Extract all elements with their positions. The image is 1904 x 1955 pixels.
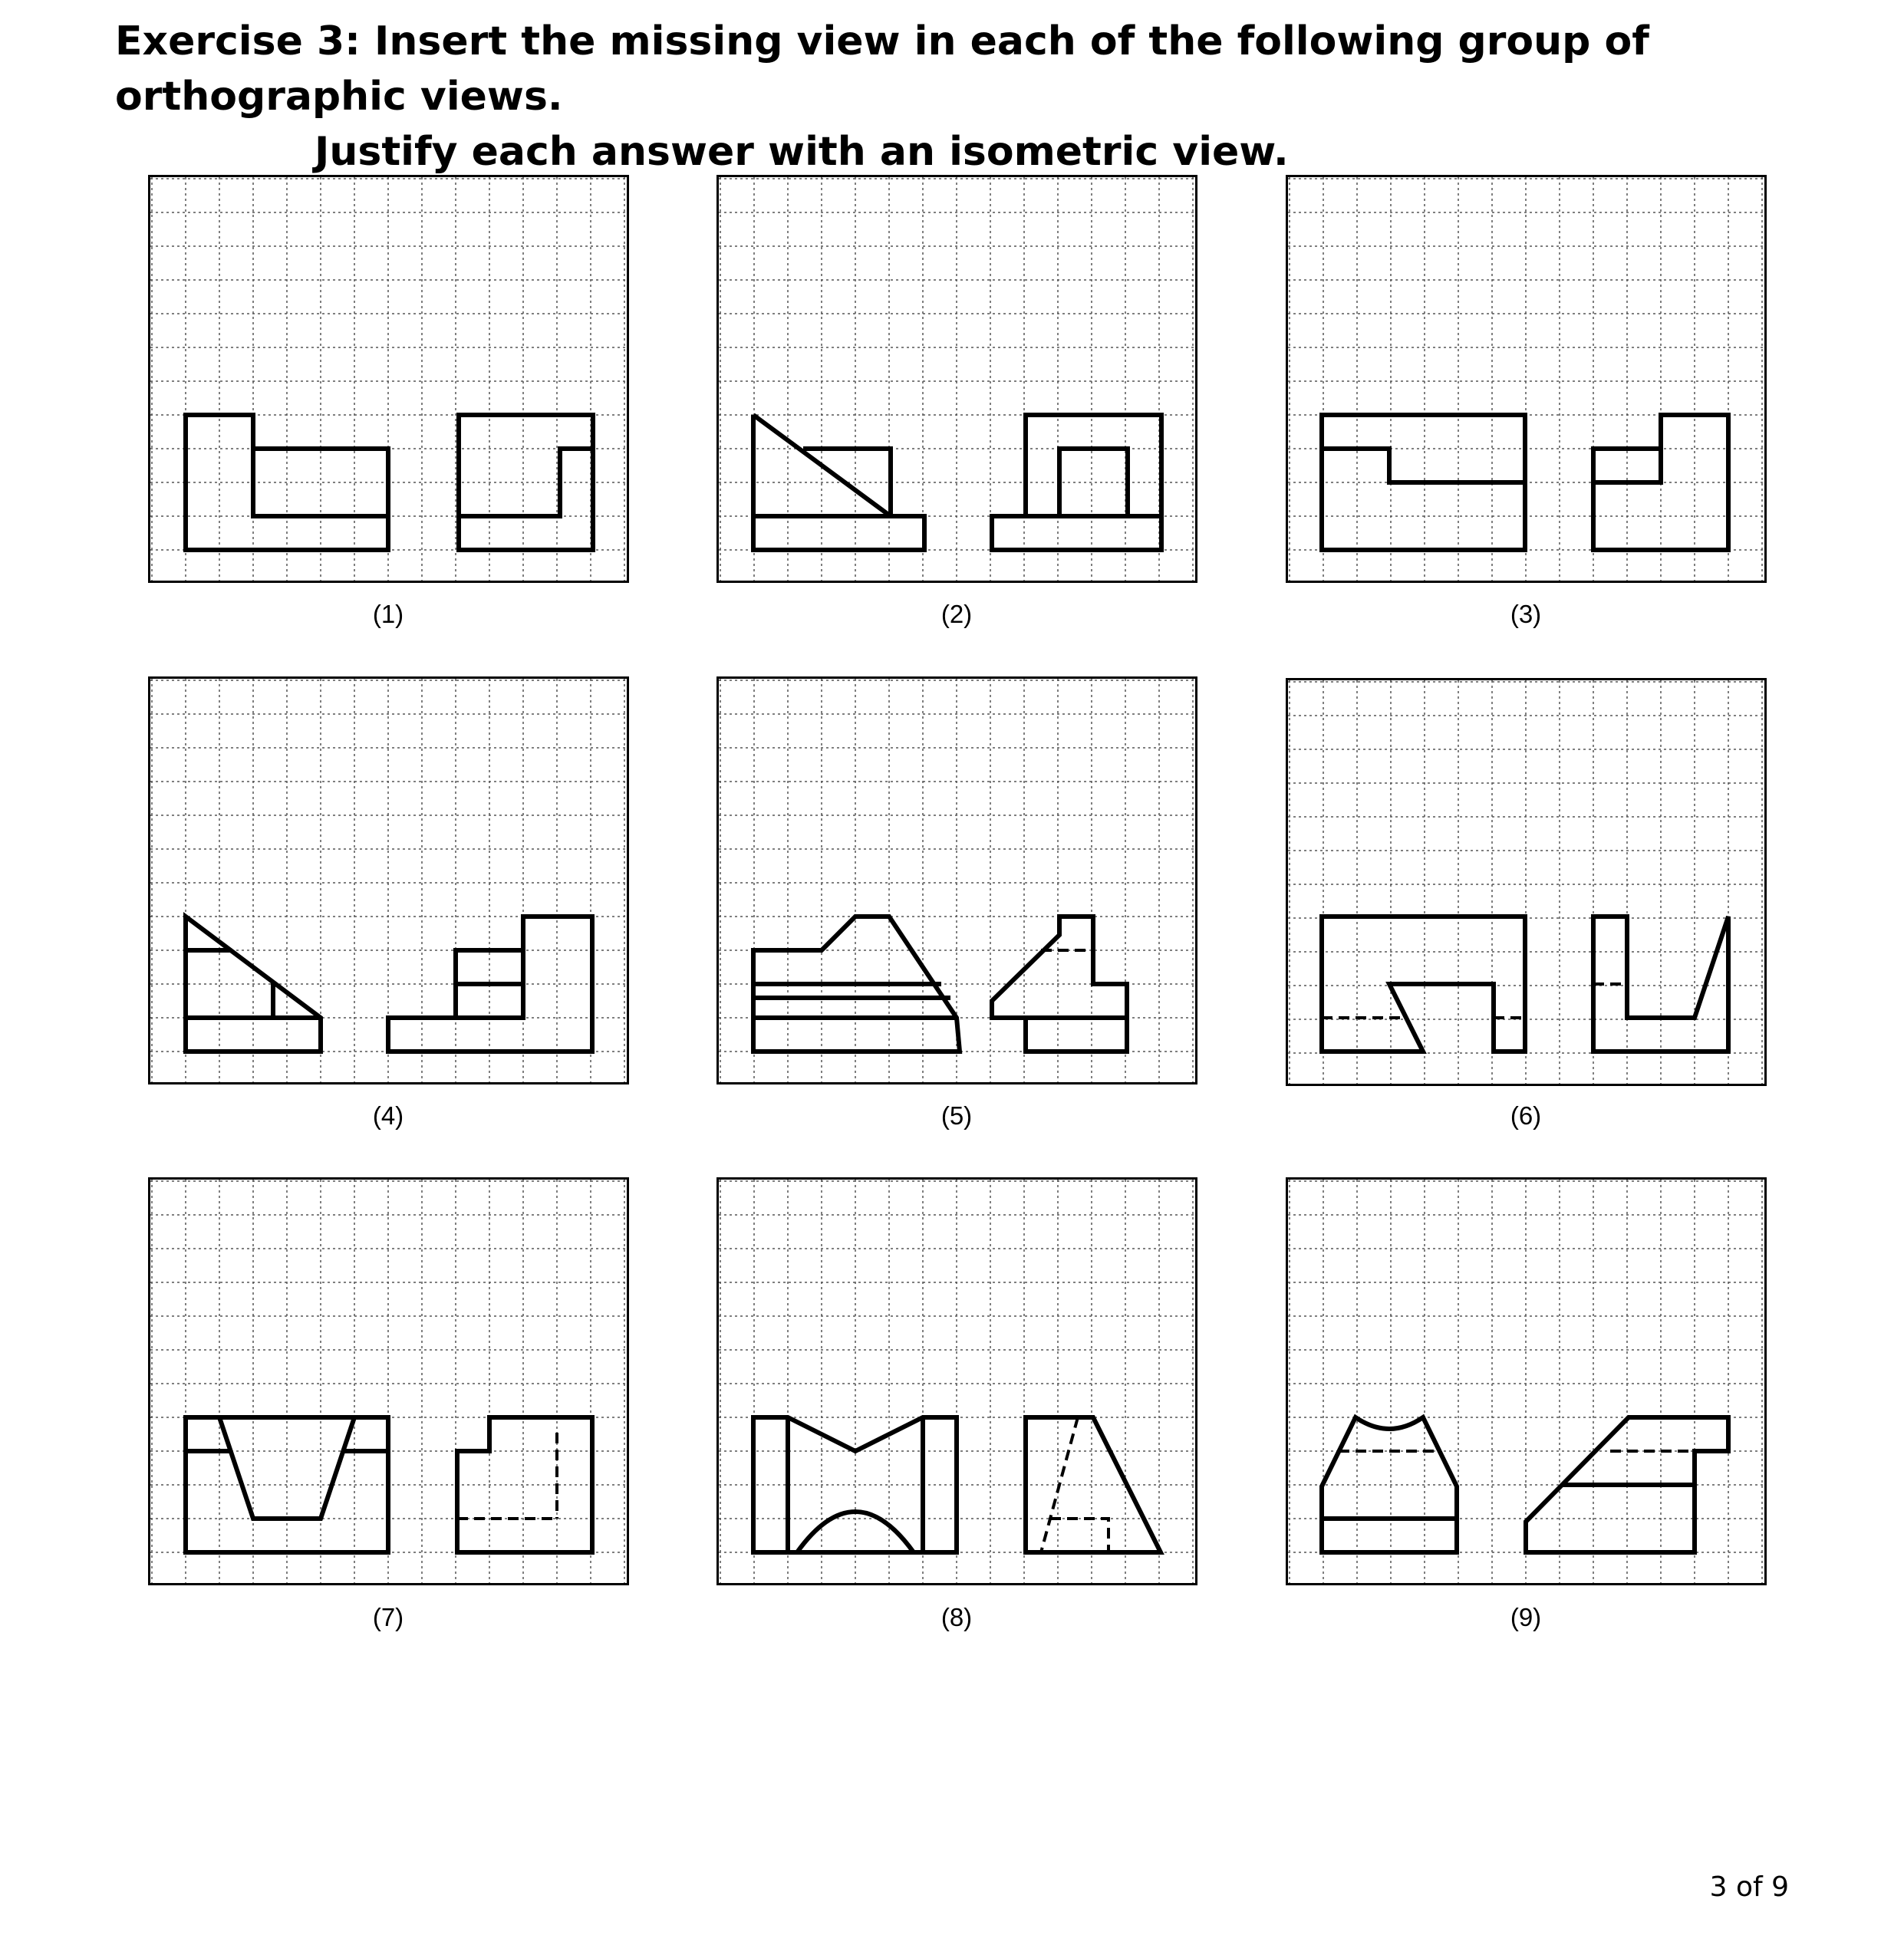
figure-3-label: (3) xyxy=(1510,600,1542,628)
figure-1-label: (1) xyxy=(372,600,404,628)
figure-5-drawing xyxy=(719,679,1197,1084)
fig3-side-step xyxy=(1593,449,1661,482)
figure-2-grid xyxy=(716,175,1197,583)
figure-7-drawing xyxy=(150,1180,629,1585)
figure-9-drawing xyxy=(1288,1180,1767,1585)
figure-8-label: (8) xyxy=(940,1603,973,1631)
figure-5-label: (5) xyxy=(940,1101,973,1130)
figure-3-grid xyxy=(1286,175,1767,583)
page-number: 3 of 9 xyxy=(1709,1871,1789,1903)
exercise-title xyxy=(115,14,1841,179)
title-line-2: Justify each answer with an isometric view. xyxy=(315,129,1289,175)
figure-1-drawing xyxy=(150,177,629,583)
fig2-front-base xyxy=(753,516,924,550)
fig2-side-base xyxy=(992,516,1161,550)
figure-4-drawing xyxy=(150,679,629,1084)
figure-5-grid xyxy=(716,676,1197,1084)
figure-1-grid xyxy=(148,175,629,583)
figure-9-grid xyxy=(1286,1177,1767,1585)
figure-6-drawing xyxy=(1288,680,1767,1086)
fig7-side-view xyxy=(457,1417,592,1552)
figure-8-grid xyxy=(716,1177,1197,1585)
fig6-front-view xyxy=(1322,917,1525,1052)
figure-4-label: (4) xyxy=(372,1101,404,1130)
figure-6-label: (6) xyxy=(1510,1101,1542,1130)
fig2-side-frame xyxy=(1026,415,1161,516)
figure-8-drawing xyxy=(719,1180,1197,1585)
figure-6-grid xyxy=(1286,678,1767,1086)
title-line-1: Exercise 3: Insert the missing view in each of the following group of orthographic views. xyxy=(115,18,1649,120)
figure-2-label: (2) xyxy=(940,600,973,628)
figure-3-drawing xyxy=(1288,177,1767,583)
figure-7-label: (7) xyxy=(372,1603,404,1631)
fig7-hidden-lines xyxy=(457,1433,557,1519)
fig3-front-step xyxy=(1322,449,1525,482)
fig6-hidden-lines xyxy=(1322,984,1627,1018)
figure-2-drawing xyxy=(719,177,1197,583)
figure-4-grid xyxy=(148,676,629,1084)
figure-7-grid xyxy=(148,1177,629,1585)
figure-9-label: (9) xyxy=(1510,1603,1542,1631)
